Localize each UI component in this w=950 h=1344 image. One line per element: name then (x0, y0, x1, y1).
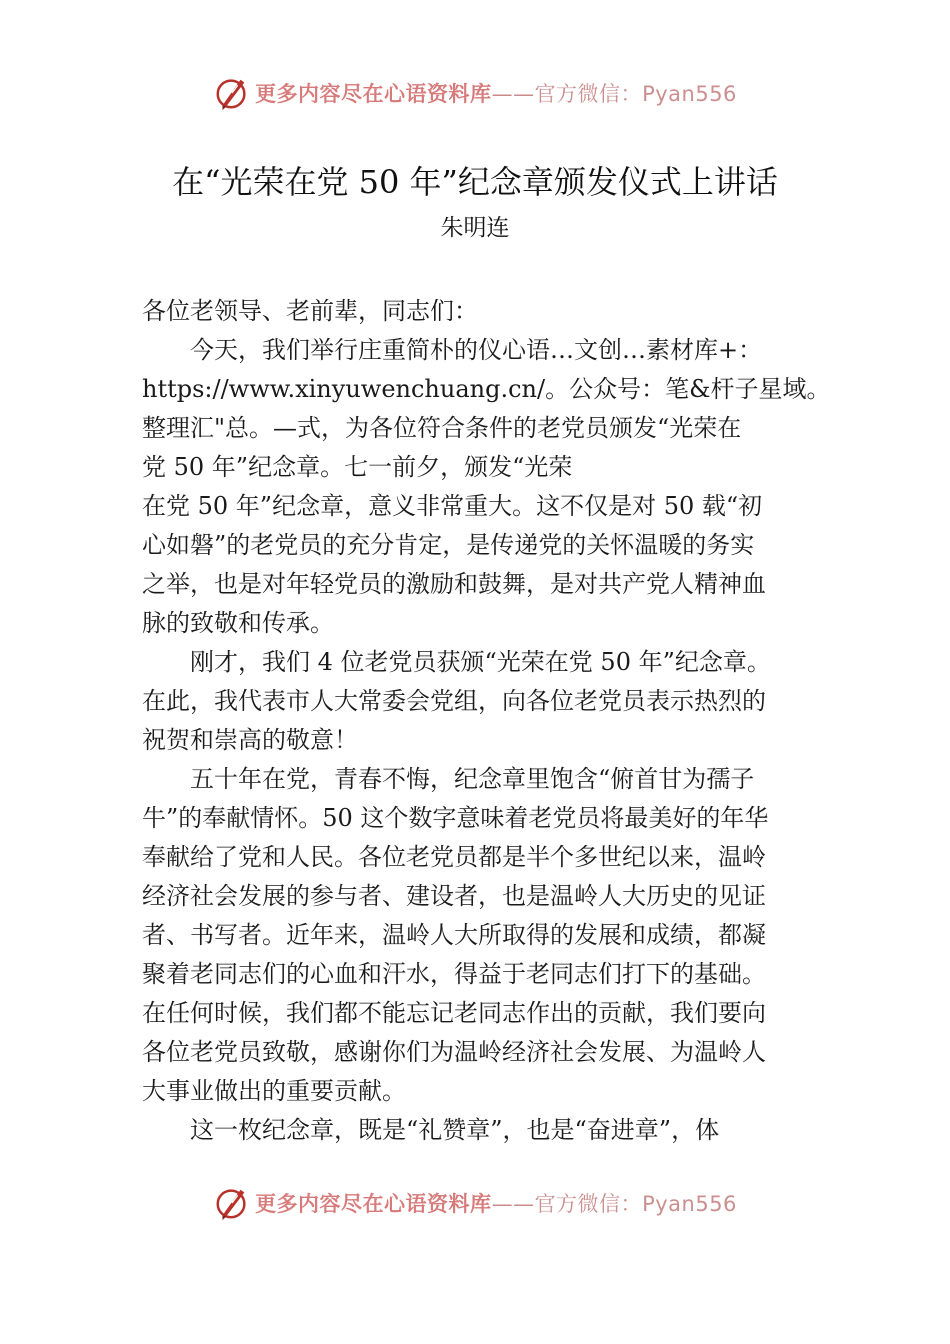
watermark-text: 更多内容尽在心语资料库——官方微信：Pyan556 (255, 1192, 737, 1216)
text-line: 党 50 年”纪念章。七一前夕，颁发“光荣 (142, 453, 573, 481)
text-line: https://www.xinyuwenchuang.cn/。公众号：笔&杆子星域。 (142, 375, 831, 403)
text-line: 经济社会发展的参与者、建设者，也是温岭人大历史的见证 (142, 882, 766, 910)
text-line: 在任何时候，我们都不能忘记老同志作出的贡献，我们要向 (142, 999, 766, 1027)
text-line: 五十年在党，青春不悔，纪念章里饱含“俯首甘为孺子 (190, 765, 755, 793)
text-line: 之举，也是对年轻党员的激励和鼓舞，是对共产党人精神血 (142, 570, 766, 598)
text-line: 大事业做出的重要贡献。 (142, 1077, 406, 1105)
text-line: 今天，我们举行庄重简朴的仪心语…文创…素材库+： (190, 336, 763, 364)
document-title: 在“光荣在党 50 年”纪念章颁发仪式上讲话 (172, 163, 778, 201)
text-line: 在此，我代表市人大常委会党组，向各位老党员表示热烈的 (142, 687, 766, 715)
quill-pen-logo-icon (213, 74, 251, 112)
text-line: 在党 50 年”纪念章，意义非常重大。这不仅是对 50 载“初 (142, 492, 763, 520)
document-author: 朱明连 (440, 215, 510, 241)
text-line: 刚才，我们 4 位老党员获颁“光荣在党 50 年”纪念章。 (190, 648, 771, 676)
text-line: 聚着老同志们的心血和汗水，得益于老同志们打下的基础。 (142, 960, 766, 988)
text-line: 脉的致敬和传承。 (142, 609, 334, 637)
text-line: 各位老党员致敬，感谢你们为温岭经济社会发展、为温岭人 (142, 1038, 766, 1066)
document-body (142, 292, 832, 1150)
header-watermark-banner (0, 68, 950, 118)
text-line: 者、书写者。近年来，温岭人大所取得的发展和成绩，都凝 (142, 921, 766, 949)
text-line: 这一枚纪念章，既是“礼赞章”，也是“奋进章”，体 (190, 1116, 720, 1144)
text-line: 整理汇"总。—式，为各位符合条件的老党员颁发“光荣在 (142, 414, 742, 442)
text-line: 祝贺和崇高的敬意！ (142, 726, 358, 754)
footer-watermark-banner (0, 1178, 950, 1228)
text-line: 奉献给了党和人民。各位老党员都是半个多世纪以来，温岭 (142, 843, 766, 871)
text-line: 牛”的奉献情怀。50 这个数字意味着老党员将最美好的年华 (142, 804, 769, 832)
text-line: 心如磐”的老党员的充分肯定，是传递党的关怀温暖的务实 (142, 531, 755, 559)
watermark-text: 更多内容尽在心语资料库——官方微信：Pyan556 (255, 82, 737, 106)
quill-pen-logo-icon (213, 1184, 251, 1222)
salutation-line: 各位老领导、老前辈，同志们： (142, 297, 478, 325)
